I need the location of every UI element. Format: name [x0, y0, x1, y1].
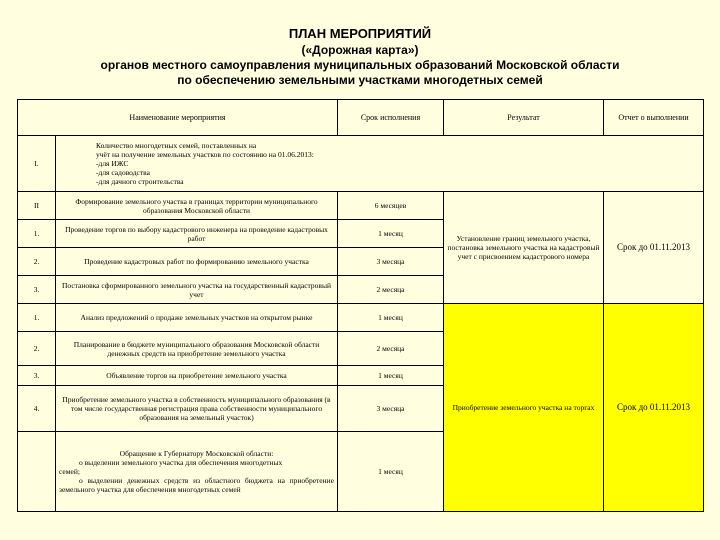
row-b5-line: о выделении земельного участка для обеспечения многодетных [79, 458, 283, 467]
row-text: Объявление торгов на приобретение земельного участка [56, 366, 338, 386]
row-term: 1 месяц [338, 432, 444, 512]
section-1-line: -для ИЖС [96, 159, 129, 168]
section-3-result: Приобретение земельного участка на торгах [444, 304, 604, 512]
row-number: 1. [18, 220, 56, 248]
section-1-row [18, 136, 704, 192]
section-2-result: Установление границ земельного участка, постановка земельного участка на кадастровый учет с присвоением кадастрового номера [444, 192, 604, 304]
header-term: Срок исполнения [338, 100, 444, 136]
section-2-report: Срок до 01.11.2013 [604, 192, 704, 304]
row-term: 1 месяц [338, 220, 444, 248]
row-text: Проведение кадастровых работ по формированию земельного участка [56, 248, 338, 276]
section-1-number: I. [18, 136, 56, 192]
section-1-line: Количество многодетных семей, поставленных на [96, 141, 257, 150]
table-row [18, 304, 704, 332]
purpose-subtitle: по обеспечению земельными участками многодетных семей [177, 73, 543, 87]
section-2-text: Формирование земельного участка в границах территории муниципального образования Московской области [56, 192, 338, 220]
row-number [18, 432, 56, 512]
table-header-row [18, 100, 704, 136]
section-1-text [56, 136, 704, 192]
section-1-line: -для садоводства [96, 168, 150, 177]
section-2-row [18, 192, 704, 220]
section-3-report: Срок до 01.11.2013 [604, 304, 704, 512]
authority-subtitle: органов местного самоуправления муниципальных образований Московской области [100, 58, 620, 72]
section-2-number: II [18, 192, 56, 220]
row-term: 3 месяца [338, 248, 444, 276]
row-term: 1 месяц [338, 304, 444, 332]
row-term: 3 месяца [338, 386, 444, 432]
row-text: Постановка сформированного земельного участка на государственный кадастровый учет [56, 276, 338, 304]
plan-table [17, 99, 704, 512]
header-result: Результат [444, 100, 604, 136]
document-title-block [0, 26, 720, 88]
row-b5-line: о выделении денежных средств из областного бюджета на приобретение земельного участка для обеспечения многодетных семей [59, 476, 334, 494]
row-number: 3. [18, 366, 56, 386]
section-1-line: -для дачного строительства [96, 177, 184, 186]
row-text: Проведение торгов по выбору кадастрового инженера на проведение кадастровых работ [56, 220, 338, 248]
plan-title: ПЛАН МЕРОПРИЯТИЙ [288, 26, 432, 41]
row-number: 4. [18, 386, 56, 432]
row-number: 3. [18, 276, 56, 304]
section-2-term: 6 месяцев [338, 192, 444, 220]
row-b5-text [56, 432, 338, 512]
row-b5-line: семей; [59, 467, 80, 476]
row-number: 2. [18, 332, 56, 366]
header-report: Отчет о выполнении [604, 100, 704, 136]
row-term: 2 месяца [338, 332, 444, 366]
row-term: 2 месяца [338, 276, 444, 304]
section-1-line: учёт на получение земельных участков по состоянию на 01.06.2013: [96, 150, 314, 159]
row-text: Планирование в бюджете муниципального образования Московской области денежных средств на приобретение земельного участка [56, 332, 338, 366]
roadmap-subtitle: («Дорожная карта») [301, 43, 419, 57]
row-text: Анализ предложений о продаже земельных участков на открытом рынке [56, 304, 338, 332]
row-number: 1. [18, 304, 56, 332]
row-text: Приобретение земельного участка в собственность муниципального образования (в том числе государственная регистрация права собственности муниципального образования на земельный участок) [56, 386, 338, 432]
row-b5-line: Обращение к Губернатору Московской области: [119, 449, 274, 458]
row-number: 2. [18, 248, 56, 276]
header-name: Наименование мероприятия [18, 100, 338, 136]
row-term: 1 месяц [338, 366, 444, 386]
